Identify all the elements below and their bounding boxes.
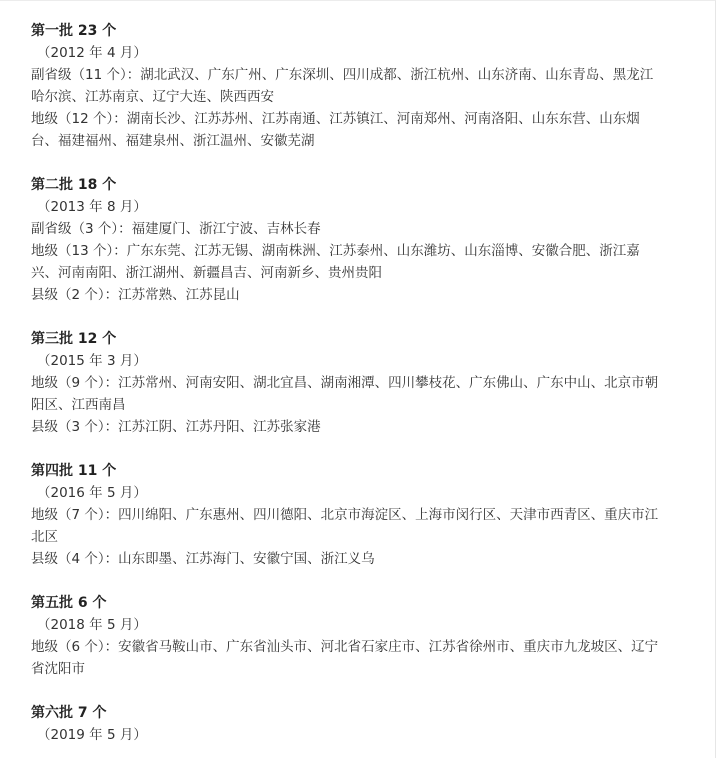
batch-line: 副省级（11 个）：湖北武汉、广东广州、广东深圳、四川成都、浙江杭州、山东济南、山东青岛、黑龙江哈尔滨、江苏南京、辽宁大连、陕西西安	[31, 67, 654, 105]
batch-date: （2013 年 8 月）	[37, 199, 147, 215]
batch-1	[31, 20, 661, 152]
batch-line: 地级（7 个）：四川绵阳、广东惠州、四川德阳、北京市海淀区、上海市闵行区、天津市西青区、重庆市江北区	[31, 507, 659, 545]
batch-4	[31, 460, 661, 570]
batch-title: 第二批 18 个	[31, 177, 117, 193]
batch-line: 地级（12 个）：湖南长沙、江苏苏州、江苏南通、江苏镇江、河南郑州、河南洛阳、山东东营、山东烟台、福建福州、福建泉州、浙江温州、安徽芜湖	[31, 111, 640, 149]
batch-line: 县级（4 个）：山东即墨、江苏海门、安徽宁国、浙江义乌	[31, 551, 375, 567]
batch-6	[31, 702, 661, 746]
batch-date: （2016 年 5 月）	[37, 485, 147, 501]
batch-title: 第三批 12 个	[31, 331, 117, 347]
batch-3	[31, 328, 661, 438]
batch-title: 第六批 7 个	[31, 705, 107, 721]
batch-line: 副省级（3 个）：福建厦门、浙江宁波、吉林长春	[31, 221, 321, 237]
batch-date: （2018 年 5 月）	[37, 617, 147, 633]
article-body	[31, 20, 661, 768]
batch-2	[31, 174, 661, 306]
batch-5	[31, 592, 661, 680]
batch-title: 第五批 6 个	[31, 595, 107, 611]
batch-date: （2015 年 3 月）	[37, 353, 147, 369]
batch-title: 第四批 11 个	[31, 463, 117, 479]
batch-date: （2012 年 4 月）	[37, 45, 147, 61]
batch-line: 地级（9 个）：江苏常州、河南安阳、湖北宜昌、湖南湘潭、四川攀枝花、广东佛山、广东中山、北京市朝阳区、江西南昌	[31, 375, 659, 413]
batch-line: 地级（6 个）：安徽省马鞍山市、广东省汕头市、河北省石家庄市、江苏省徐州市、重庆市九龙坡区、辽宁省沈阳市	[31, 639, 659, 677]
batch-line: 县级（2 个）：江苏常熟、江苏昆山	[31, 287, 240, 303]
batch-line: 地级（13 个）：广东东莞、江苏无锡、湖南株洲、江苏泰州、山东潍坊、山东淄博、安徽合肥、浙江嘉兴、河南南阳、浙江湖州、新疆昌吉、河南新乡、贵州贵阳	[31, 243, 640, 281]
batch-date: （2019 年 5 月）	[37, 727, 147, 743]
batch-title: 第一批 23 个	[31, 23, 117, 39]
batch-line: 县级（3 个）：江苏江阴、江苏丹阳、江苏张家港	[31, 419, 321, 435]
